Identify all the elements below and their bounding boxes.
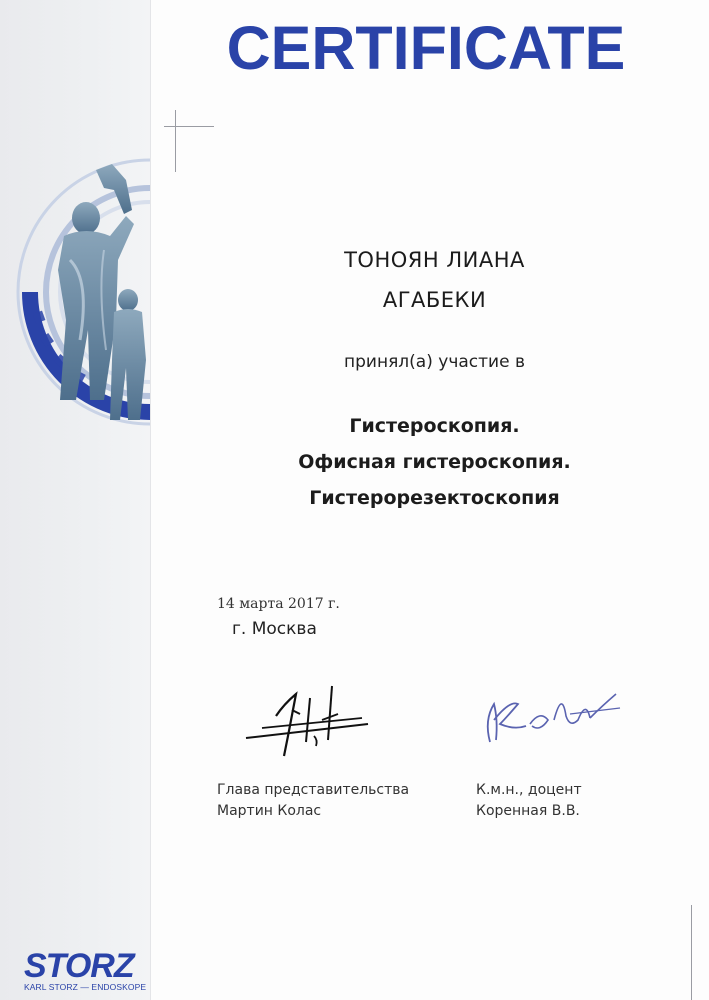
corner-rule-vertical [175,110,176,172]
course-title [160,408,709,516]
storz-logo-subtext: KARL STORZ — ENDOSKOPE [24,982,147,992]
signature-associate-professor [470,680,630,760]
signatory-2 [476,780,582,822]
signature-head-of-office [240,680,380,760]
signatory-2-role: К.м.н., доцент [476,782,582,798]
certificate-city: г. Москва [232,619,317,639]
storz-logo [24,947,147,992]
course-line2: Офисная гистероскопия. [298,451,571,473]
monument-emblem [0,140,150,440]
bottom-right-rule [691,905,692,1000]
certificate-date: 14 марта 2017 г. [217,596,340,612]
signatory-2-name: Коренная В.В. [476,803,580,819]
signatory-1 [217,780,409,822]
participation-text: принял(а) участие в [344,352,525,372]
participant-name [160,240,709,320]
course-line1: Гистероскопия. [349,415,520,437]
corner-rule-horizontal [164,126,214,127]
signatory-1-role: Глава представительства [217,782,410,798]
participant-name-line2: АГАБЕКИ [382,288,487,312]
signatory-1-name: Мартин Колас [217,803,322,819]
course-line3: Гистерорезектоскопия [309,487,560,509]
participant-name-line1: ТОНОЯН ЛИАНА [344,248,525,272]
certificate-title: CERTIFICATE [226,14,626,82]
storz-logo-text: STORZ [24,947,134,985]
